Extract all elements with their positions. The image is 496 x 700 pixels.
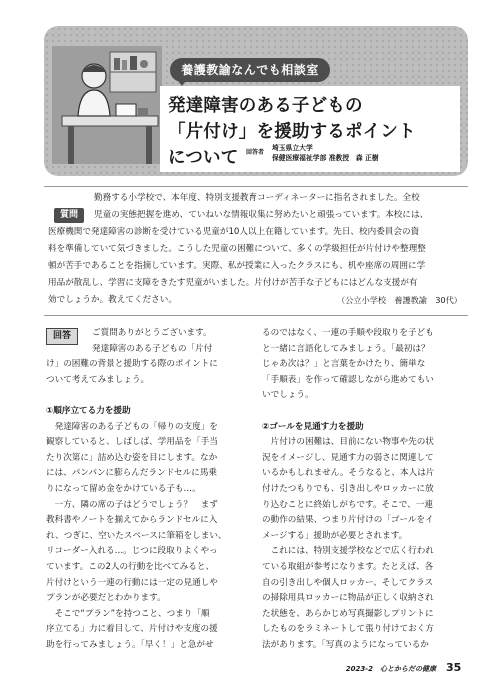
- answer-line: るのではなく、一連の手順や段取りを子ども: [262, 328, 434, 338]
- answer-line: 片付けという一連の行動には一定の見通しや: [46, 577, 218, 588]
- title-line-2: 「片付け」を援助するポイント: [168, 122, 416, 142]
- answer-line: の掃除用具ロッカーに物品が正しく収納され: [262, 593, 434, 604]
- nurse-illustration-icon: [52, 46, 162, 164]
- question-line: 頓が苦手であることを指摘しています。実際、私が授業に入ったクラスにも、机や座席の周囲に学: [48, 261, 426, 271]
- answer-line: 付けたつもりでも、引き出しやロッカーに放: [262, 484, 434, 494]
- answer-line: には、パンパンに膨らんだランドセルに馬乗: [46, 468, 218, 479]
- answer-line: 自の引き出しや個人ロッカー、そしてクラス: [262, 577, 434, 588]
- footer-issue: 2023-2 心とからだの健康: [345, 665, 436, 673]
- answer-line: り込むことに終始しがちです。そこで、一連: [262, 499, 433, 510]
- answer-line: 序立てる」力に着目して、片付けや支度の援: [46, 624, 218, 635]
- answer-line: プランが必要だとわかります。: [46, 593, 166, 604]
- answer-line: 発達障害のある子どもの「帰りの支度」を: [46, 421, 218, 432]
- answer-line: 発達障害のある子どもの「片付: [92, 343, 213, 354]
- answer-tag: 回答: [46, 328, 78, 345]
- question-top-rule: [44, 186, 468, 187]
- answer-line: の動作の結果、つまり片付けの「ゴールをイ: [262, 515, 434, 526]
- badge-tail: [176, 78, 188, 86]
- question-line: 医療機関で発達障害の診断を受けている児童が10人以上在籍しています。先日、校内委員会の資: [48, 227, 420, 237]
- answer-heading-2: ②ゴールを見通す力を援助: [262, 421, 364, 432]
- answer-line: 法があります。「写真のようになっているか: [262, 640, 429, 650]
- title-line-3: について: [168, 148, 239, 168]
- answer-line: したものをラミネートして張り付けておく方: [262, 624, 434, 635]
- answer-line: これには、特別支援学校などで広く行われ: [262, 546, 434, 557]
- answer-line: ついて考えてみましょう。: [46, 374, 150, 385]
- question-line: 児童の実態把握を進め、ていねいな情報収集に努めたいと頑張っています。本校には、: [94, 210, 429, 220]
- question-bottom-rule: [44, 315, 468, 316]
- answer-line: 片付けの困難は、目前にない物事や先の状: [262, 437, 434, 448]
- answer-line: りになって留め金をかけている子も…。: [46, 484, 201, 494]
- answer-heading-1: ①順序立てる力を援助: [46, 406, 131, 416]
- answer-line: じゃあ次は？」と言葉をかけたり、簡単な: [262, 359, 426, 370]
- column-badge: 養護教諭なんでも相談室: [170, 58, 330, 82]
- question-line: 用品が散乱し、学習に支障をきたす児童がいました。片付けが苦手な子どもにはどんな支援が有: [48, 278, 418, 288]
- answer-line: 「手順表」を作って確認しながら進めてもい: [262, 374, 434, 385]
- answer-line: メージする」援助が必要とされます。: [262, 530, 408, 541]
- question-line: 効でしょうか。教えてください。: [48, 295, 177, 305]
- title-line-1: 発達障害のある子どもの: [168, 96, 363, 116]
- answer-line: と一緒に言語化してみましょう。「最初は？: [262, 343, 430, 354]
- answer-line: ています。この2人の行動を比べてみると、: [46, 562, 215, 572]
- answer-line: 教科書やノートを揃えてからランドセルに入: [46, 515, 218, 526]
- answer-line: け」の困難の背景と援助する際のポイントに: [46, 359, 218, 370]
- question-section: [44, 190, 468, 328]
- answer-line: そこで“プラン”を持つこと、つまり「順: [46, 608, 210, 619]
- answer-line: いるかもしれません。そうなると、本人は片: [262, 468, 435, 479]
- answer-line: 助を行ってみましょう。「早く！」と急がせ: [46, 640, 214, 650]
- answer-line: ている取組が参考になります。たとえば、各: [262, 562, 434, 572]
- question-signature: （公立小学校 養護教諭 30代）: [336, 295, 462, 305]
- answer-line: 況をイメージし、見通す力の弱さに関連して: [262, 452, 434, 463]
- respondent-label: 回答者: [246, 149, 265, 156]
- respondent-affiliation: 埼玉県立大学: [272, 144, 313, 152]
- answer-line: いでしょう。: [262, 390, 314, 401]
- question-line: 勤務する小学校で、本年度、特別支援教育コーディネーターに指名されました。全校: [94, 193, 420, 203]
- answer-line: た状態を、あらかじめ写真撮影しプリントに: [262, 608, 434, 619]
- answer-line: ご質問ありがとうございます。: [92, 328, 212, 338]
- question-tag: 質問: [54, 208, 84, 223]
- answer-line: れ、つぎに、空いたスペースに筆箱をしまい、: [46, 530, 227, 541]
- respondent-name: 保健医療福祉学部 准教授 森 正樹: [272, 154, 379, 162]
- answer-line: 一方、隣の席の子はどうでしょう？ まず: [46, 499, 218, 510]
- page-number: 35: [446, 661, 462, 674]
- question-line: 料を準備していて気づきました。こうした児童の困難について、多くの学級担任が片付けや整理整: [48, 244, 426, 254]
- answer-line: たり次第に」詰め込む姿を目にします。なか: [46, 452, 218, 463]
- answer-line: 観察していると、しばしば、学用品を「手当: [46, 437, 218, 448]
- answer-line: リコーダー入れる…。じつに段取りよくやっ: [46, 546, 218, 557]
